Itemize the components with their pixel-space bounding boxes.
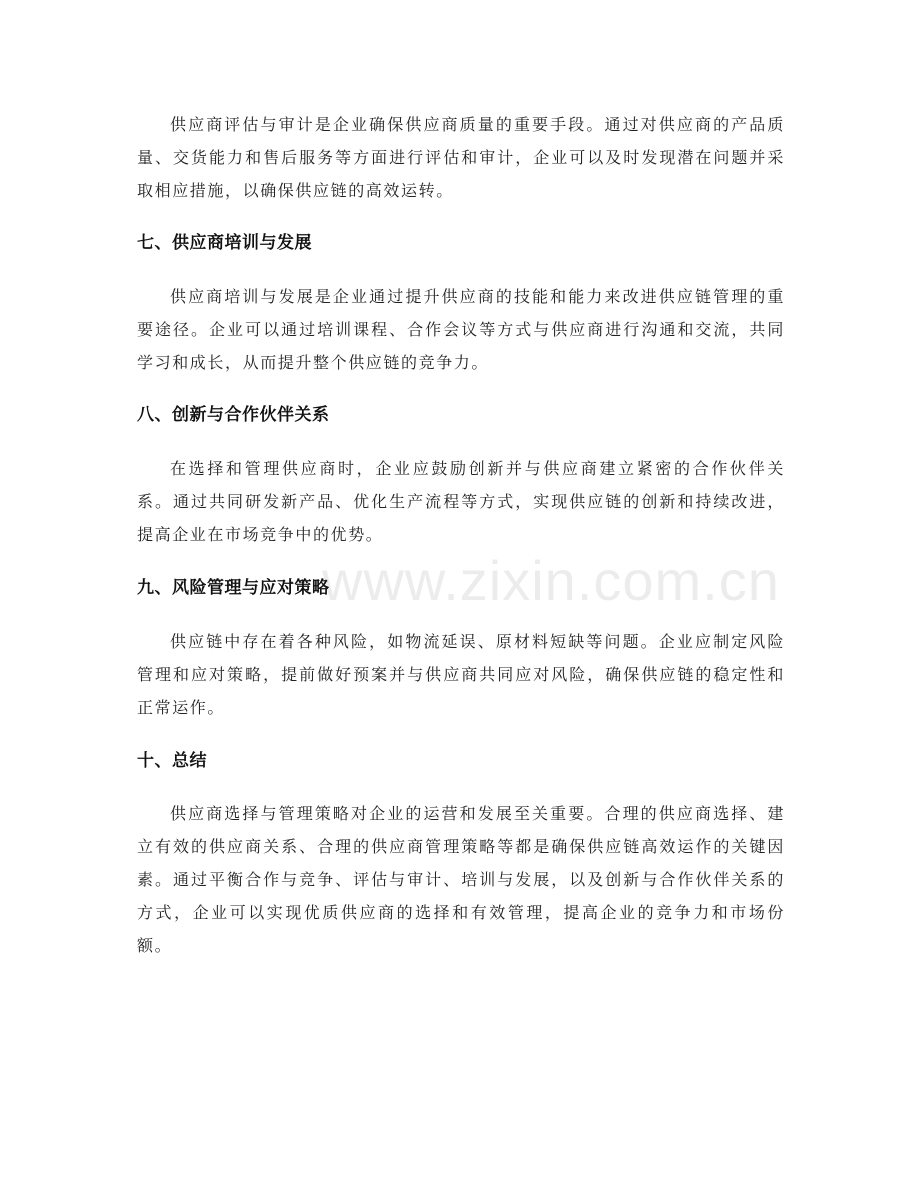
paragraph-section-8: 在选择和管理供应商时，企业应鼓励创新并与供应商建立紧密的合作伙伴关系。通过共同研发新产品、优化生产流程等方式，实现供应链的创新和持续改进，提高企业在市场竞争中的优势。 — [137, 459, 785, 544]
paragraph-section-9: 供应链中存在着各种风险，如物流延误、原材料短缺等问题。企业应制定风险管理和应对策略，提前做好预案并与供应商共同应对风险，确保供应链的稳定性和正常运作。 — [137, 632, 785, 717]
paragraph-section-7: 供应商培训与发展是企业通过提升供应商的技能和能力来改进供应链管理的重要途径。企业可以通过培训课程、合作会议等方式与供应商进行沟通和交流，共同学习和成长，从而提升整个供应链的竞争力。 — [137, 287, 785, 372]
paragraph-intro: 供应商评估与审计是企业确保供应商质量的重要手段。通过对供应商的产品质量、交货能力和售后服务等方面进行评估和审计，企业可以及时发现潜在问题并采取相应措施，以确保供应链的高效运转。 — [137, 115, 785, 200]
watermark: www.zixin.com.cn — [322, 549, 780, 612]
paragraph-section-10: 供应商选择与管理策略对企业的运营和发展至关重要。合理的供应商选择、建立有效的供应商关系、合理的供应商管理策略等都是确保供应链高效运作的关键因素。通过平衡合作与竞争、评估与审计、培训与发展，以及创新与合作伙伴关系的方式，企业可以实现优质供应商的选择和有效管理，提高企业的竞争力和市场份额。 — [137, 804, 785, 955]
heading-section-9: 九、风险管理与应对策略 — [137, 578, 330, 598]
heading-section-8: 八、创新与合作伙伴关系 — [137, 405, 330, 425]
heading-section-7: 七、供应商培训与发展 — [137, 233, 312, 253]
heading-section-10: 十、总结 — [137, 751, 207, 771]
